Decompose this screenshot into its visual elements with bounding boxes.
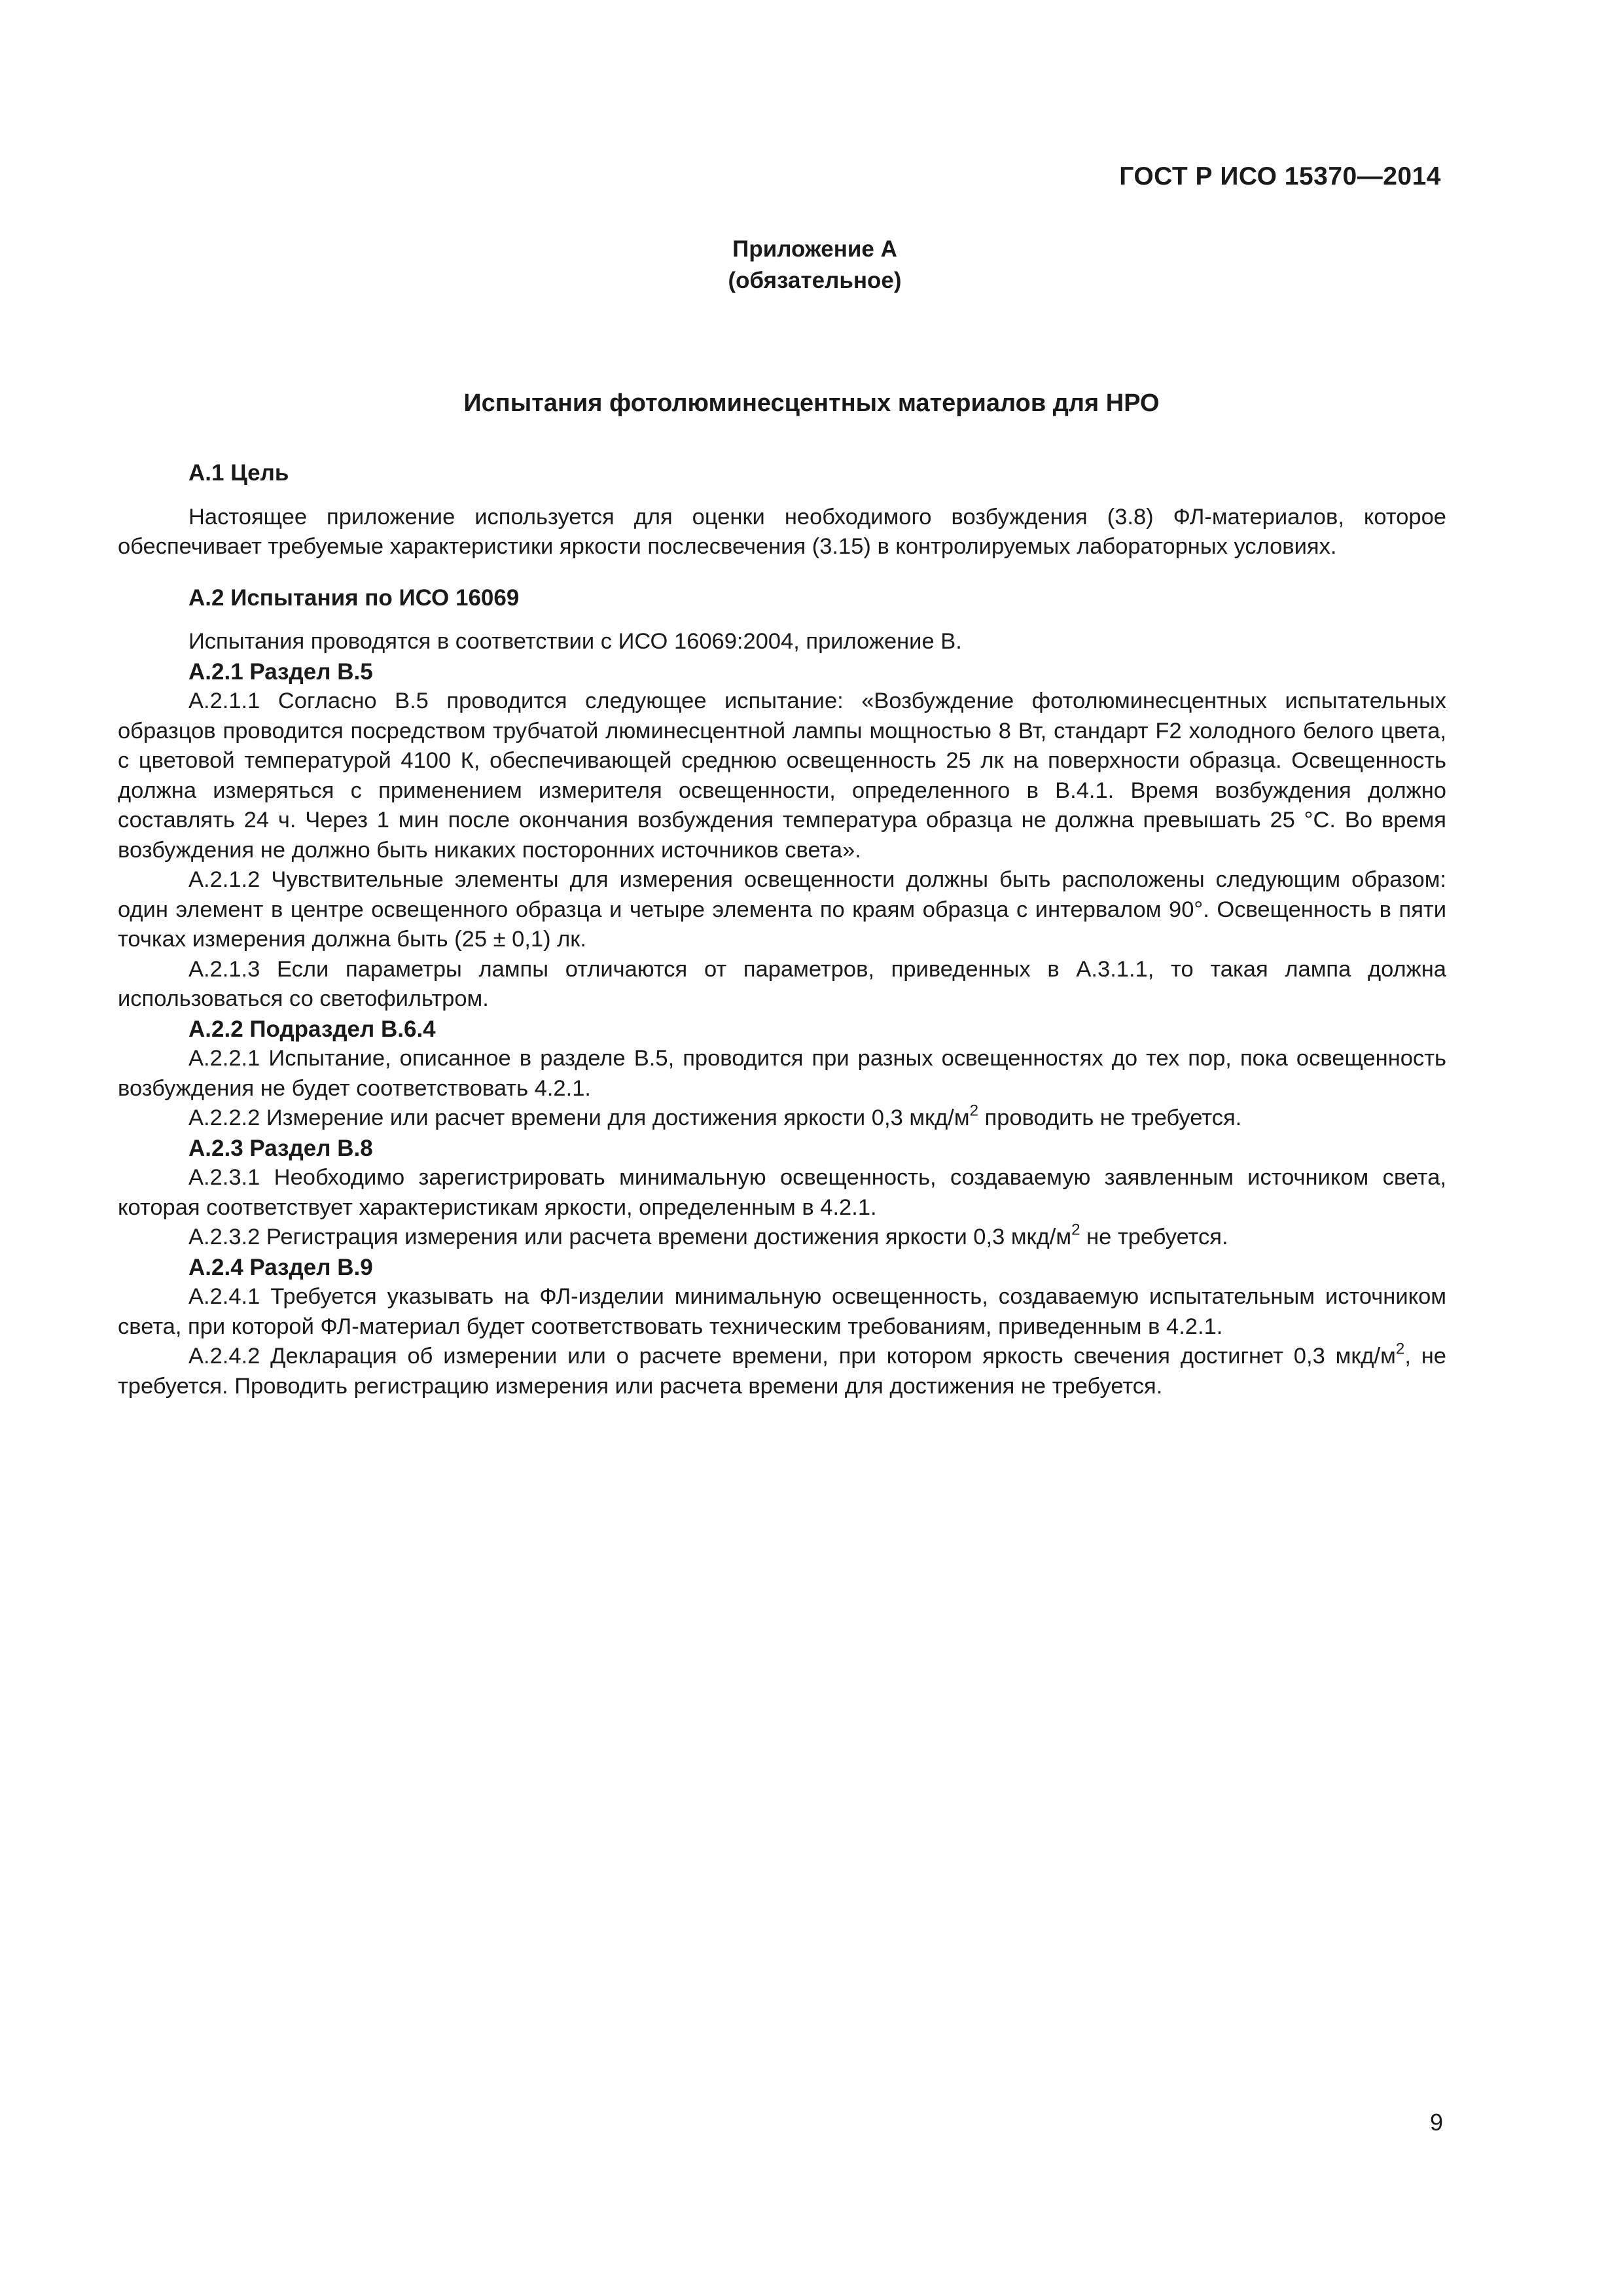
paragraph-a211: А.2.1.1 Согласно В.5 проводится следующее испытание: «Возбуждение фотолюминесцентных испытательных образцов проводится посредством трубчатой люминесцентной лампы мощностью 8 Вт, стандарт F2 холодного белого цвета, с цветовой температурой 4100 К, обеспечивающей среднюю освещенность 25 лк на поверхности образца. Освещенность должна измеряться с применением измерителя освещенности, определенного в В.4.1. Время возбуждения должно составлять 24 ч. Через 1 мин после окончания возбуждения температура образца не должна превышать 25 °С. Во время возбуждения не должно быть никаких посторонних источников света». [118, 689, 1446, 863]
document-code: ГОСТ Р ИСО 15370—2014 [1119, 162, 1441, 190]
section-heading-a21: А.2.1 Раздел В.5 [188, 658, 373, 685]
paragraph-a232-main: А.2.3.2 Регистрация измерения или расчета времени достижения яркости 0,3 мкд/м [188, 1225, 1072, 1249]
paragraph-a232 [118, 1223, 1446, 1253]
document-body [118, 458, 1446, 1401]
paragraph-a242 [118, 1342, 1446, 1401]
paragraph-a221: А.2.2.1 Испытание, описанное в разделе В.5, проводится при разных освещенностях до тех пор, пока освещенность возбуждения не будет соответствовать 4.2.1. [118, 1046, 1446, 1101]
superscript-2: 2 [1395, 1340, 1405, 1358]
paragraph-a1: Настоящее приложение используется для оценки необходимого возбуждения (3.8) ФЛ-материалов, которое обеспечивает требуемые характеристики яркости послесвечения (3.15) в контролируемых лабораторных условиях. [118, 504, 1446, 559]
paragraph-a241: А.2.4.1 Требуется указывать на ФЛ-изделии минимальную освещенность, создаваемую испытательным источником света, при которой ФЛ-материал будет соответствовать техническим требованиям, приведенным в 4.2.1. [118, 1284, 1446, 1339]
superscript-2: 2 [969, 1102, 979, 1120]
superscript-2: 2 [1071, 1221, 1080, 1239]
paragraph-a222 [118, 1103, 1446, 1134]
paragraph-a222-tail: проводить не требуется. [978, 1105, 1242, 1130]
paragraph-a232-tail: не требуется. [1080, 1225, 1228, 1249]
section-heading-a2: А.2 Испытания по ИСО 16069 [188, 584, 520, 611]
paragraph-a242-tail: , не требуется. Проводить регистрацию измерения или расчета времени для достижения не требуется. [118, 1344, 1446, 1399]
annex-title: Испытания фотолюминесцентных материалов для НРО [463, 389, 1160, 417]
section-heading-a24: А.2.4 Раздел В.9 [188, 1254, 373, 1280]
section-heading-a22: А.2.2 Подраздел В.6.4 [188, 1016, 436, 1042]
section-heading-a1: А.1 Цель [188, 460, 289, 486]
paragraph-a242-main: А.2.4.2 Декларация об измерении или о расчете времени, при котором яркость свечения достигнет 0,3 мкд/м [188, 1344, 1396, 1369]
paragraph-a213: А.2.1.3 Если параметры лампы отличаются от параметров, приведенных в А.3.1.1, то такая лампа должна использоваться со светофильтром. [118, 956, 1446, 1011]
section-heading-a23: А.2.3 Раздел В.8 [188, 1135, 373, 1161]
annex-status: (обязательное) [728, 268, 902, 293]
annex-heading [0, 234, 1623, 296]
paragraph-a222-main: А.2.2.2 Измерение или расчет времени для достижения яркости 0,3 мкд/м [188, 1105, 970, 1130]
page-number: 9 [1429, 2109, 1443, 2136]
paragraph-a212: А.2.1.2 Чувствительные элементы для измерения освещенности должны быть расположены следующим образом: один элемент в центре освещенного образца и четыре элемента по краям образца с интервалом 90°. Освещенность в пяти точках измерения должна быть (25 ± 0,1) лк. [118, 867, 1446, 952]
annex-label: Приложение А [732, 236, 897, 262]
paragraph-a2: Испытания проводятся в соответствии с ИСО 16069:2004, приложение В. [188, 629, 962, 654]
paragraph-a231: А.2.3.1 Необходимо зарегистрировать минимальную освещенность, создаваемую заявленным источником света, которая соответствует характеристикам яркости, определенным в 4.2.1. [118, 1165, 1446, 1220]
